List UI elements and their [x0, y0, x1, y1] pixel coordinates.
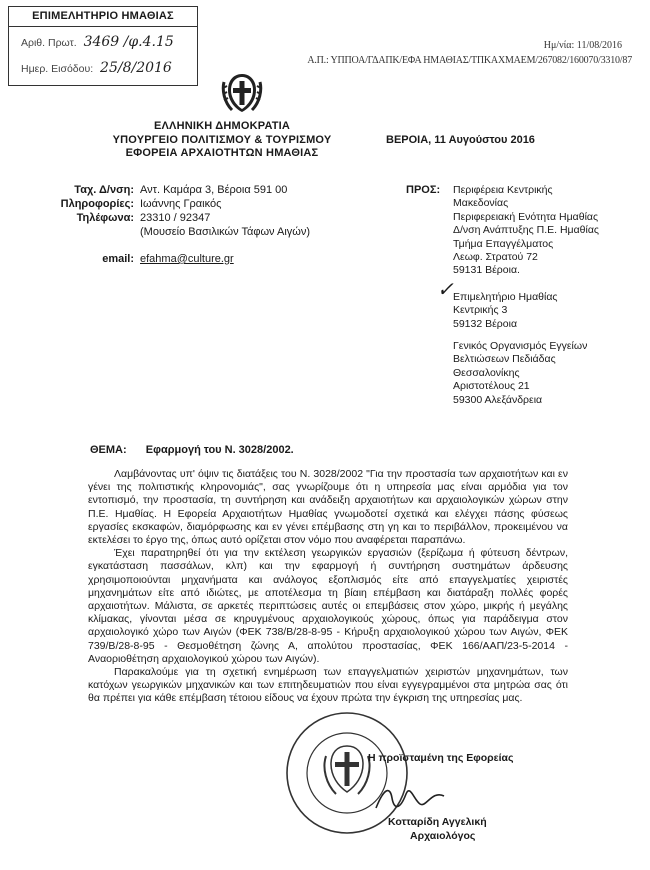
stamp-protocol-value: 3469 /φ.4.15 — [83, 34, 174, 50]
recipient-line: 59300 Αλεξάνδρεια — [453, 393, 543, 406]
email-label: email: — [102, 253, 134, 265]
subject-text: Εφαρμογή του Ν. 3028/2002. — [145, 444, 294, 456]
recipient-line: Θεσσαλονίκης — [453, 366, 520, 379]
recipient-line: Περιφέρεια Κεντρικής — [453, 184, 553, 196]
stamp-date-row — [21, 60, 172, 76]
recipient-line: 59131 Βέροια. — [453, 264, 520, 277]
phone-label: Τηλέφωνα: — [76, 212, 134, 224]
recipient-line: Βελτιώσεων Πεδιάδας — [453, 353, 556, 366]
print-date: Ημ/νία: 11/08/2016 — [543, 40, 622, 51]
stamp-protocol-label: Αριθ. Πρωτ. — [21, 37, 77, 49]
header-ephorate: ΕΦΟΡΕΙΑ ΑΡΧΑΙΟΤΗΤΩΝ ΗΜΑΘΙΑΣ — [125, 147, 319, 159]
recipient-line: Κεντρικής 3 — [453, 304, 508, 317]
phone-note: (Μουσείο Βασιλικών Τάφων Αιγών) — [140, 226, 311, 238]
subject-label: ΘΕΜΑ: — [90, 444, 127, 456]
signer-role: Αρχαιολόγος — [410, 830, 476, 842]
stamp-protocol-row — [21, 34, 174, 50]
checkmark-icon: ✓ — [437, 277, 454, 301]
agency-header — [92, 120, 352, 161]
signer-name: Κοτταρίδη Αγγελική — [388, 816, 487, 828]
recipient-line: Επιμελητήριο Ημαθίας — [453, 291, 558, 303]
greek-coat-of-arms-icon — [218, 68, 266, 118]
recipient-line: Περιφερειακή Ενότητα Ημαθίας — [453, 210, 599, 223]
recipient-line: Τμήμα Επαγγέλματος — [453, 237, 554, 250]
recipient-land-reclamation — [453, 340, 587, 407]
stamp-title: ΕΠΙΜΕΛΗΤΗΡΙΟ ΗΜΑΘΙΑΣ — [9, 7, 197, 27]
recipient-line: Δ/νση Ανάπτυξης Π.Ε. Ημαθίας — [453, 224, 599, 237]
phone-value: 23310 / 92347 — [140, 212, 211, 224]
stamp-date-label: Ημερ. Εισόδου: — [21, 63, 94, 75]
handwritten-signature — [370, 780, 450, 820]
body-paragraph: Παρακαλούμε για τη σχετική ενημέρωση των επαγγελματιών χειριστών μηχανημάτων, των κατόχων γεωργικών μηχανικών και των επιτηδευματιών που είναι εγγεγραμμένοι στα μητρώα σας ότι θα πρέπει για κάθε επέμβαση τέτοιου είδους να έχουν πρώτα την έγκριση της υπηρεσίας μας. — [88, 666, 568, 705]
letter-body — [88, 468, 568, 706]
address-label: Ταχ. Δ/νση: — [74, 184, 134, 196]
recipient-line: Γενικός Οργανισμός Εγγείων — [453, 340, 588, 352]
place-and-date: ΒΕΡΟΙΑ, 11 Αυγούστου 2016 — [386, 134, 535, 146]
recipient-line: Μακεδονίας — [453, 197, 509, 210]
recipient-region — [453, 184, 599, 278]
incoming-stamp — [8, 6, 198, 86]
stamp-date-value: 25/8/2016 — [100, 60, 172, 76]
info-value: Ιωάννης Γραικός — [140, 198, 222, 210]
body-paragraph: Έχει παρατηρηθεί ότι για την εκτέλεση γεωργικών εργασιών (ξερίζωμα ή φύτευση δέντρων, εγκατάσταση πασσάλων, κλπ) και την εφαρμογή ή συντήρηση συστημάτων άρδευσης χρησιμοποιούνται μηχανήματα και ανάλογος εξοπλισμός είτε από επαγγελματίες χειριστές μηχανημάτων είτε από ιδιώτες, με αποτέλεσμα τη βίαιη επέμβαση και διατάραξη πολλές φορές αρχαιοτήτων. Μάλιστα, σε αρκετές περιπτώσεις αυτές οι επεμβάσεις στον χώρο, μικρής ή μεγάλης κλίμακας, γίνονται μέσα σε κηρυγμένους αρχαιολογικούς χώρους, όπως για παράδειγμα στον αρχαιολογικό χώρο των Αιγών (ΦΕΚ 738/Β/28-8-95 - Κήρυξη αρχαιολογικού χώρου των Αιγών, ΦΕΚ 739/Β/28-8-95 - Θεσμοθέτηση ζώνης Α, απολύτου προστασίας, ΦΕΚ 166/ΑΑΠ/23-5-2014 - Αναοριοθέτηση αρχαιολογικού χώρου των Αιγών). — [88, 547, 568, 665]
recipient-line: 59132 Βέροια — [453, 317, 518, 330]
header-republic: ΕΛΛΗΝΙΚΗ ΔΗΜΟΚΡΑΤΙΑ — [153, 120, 291, 132]
address-value: Αντ. Καμάρα 3, Βέροια 591 00 — [140, 184, 288, 196]
recipient-line: Λεωφ. Στρατού 72 — [453, 251, 538, 264]
body-paragraph: Λαμβάνοντας υπ' όψιν τις διατάξεις του Ν. 3028/2002 "Για την προστασία των αρχαιοτήτων και εν γένει της πολιτιστικής κληρονομιάς", σας γνωρίζουμε ότι η υπηρεσία μας είναι αρμόδια για τον εντοπισμό, την προστασία, τη συντήρηση και ανάδειξη αρχαιοτήτων και αρχαιολογικών χώρων στην Π.Ε. Ημαθίας. Η Εφορεία Αρχαιοτήτων Ημαθίας γνωμοδοτεί σχετικά και ελέγχει πάσης φύσεως εργασίες εκσκαφών, διαμόρφωσης και εν γένει επέμβασης στη γη και το περιβάλλον, προκειμένου να εκτελέσει το έργο της, όπως αυτό ορίζεται στον νόμο που αναφέρεται παραπάνω. — [88, 468, 568, 547]
reference-number: Α.Π.: ΥΠΠΟΑ/ΓΔΑΠΚ/ΕΦΑ ΗΜΑΘΙΑΣ/ΤΠΚΑΧΜΑΕΜ/267082/160070/3310/87 — [307, 55, 632, 66]
email-link[interactable]: efahma@culture.gr — [140, 253, 234, 265]
recipient-chamber — [453, 291, 557, 331]
signature-title: Η προϊσταμένη της Εφορείας — [368, 752, 514, 764]
email-value — [140, 253, 234, 265]
recipients-label: ΠΡΟΣ: — [406, 184, 441, 196]
recipient-line: Αριστοτέλους 21 — [453, 380, 530, 393]
subject-line — [90, 444, 294, 456]
header-ministry: ΥΠΟΥΡΓΕΙΟ ΠΟΛΙΤΙΣΜΟΥ & ΤΟΥΡΙΣΜΟΥ — [112, 133, 332, 146]
info-label: Πληροφορίες: — [60, 198, 134, 210]
